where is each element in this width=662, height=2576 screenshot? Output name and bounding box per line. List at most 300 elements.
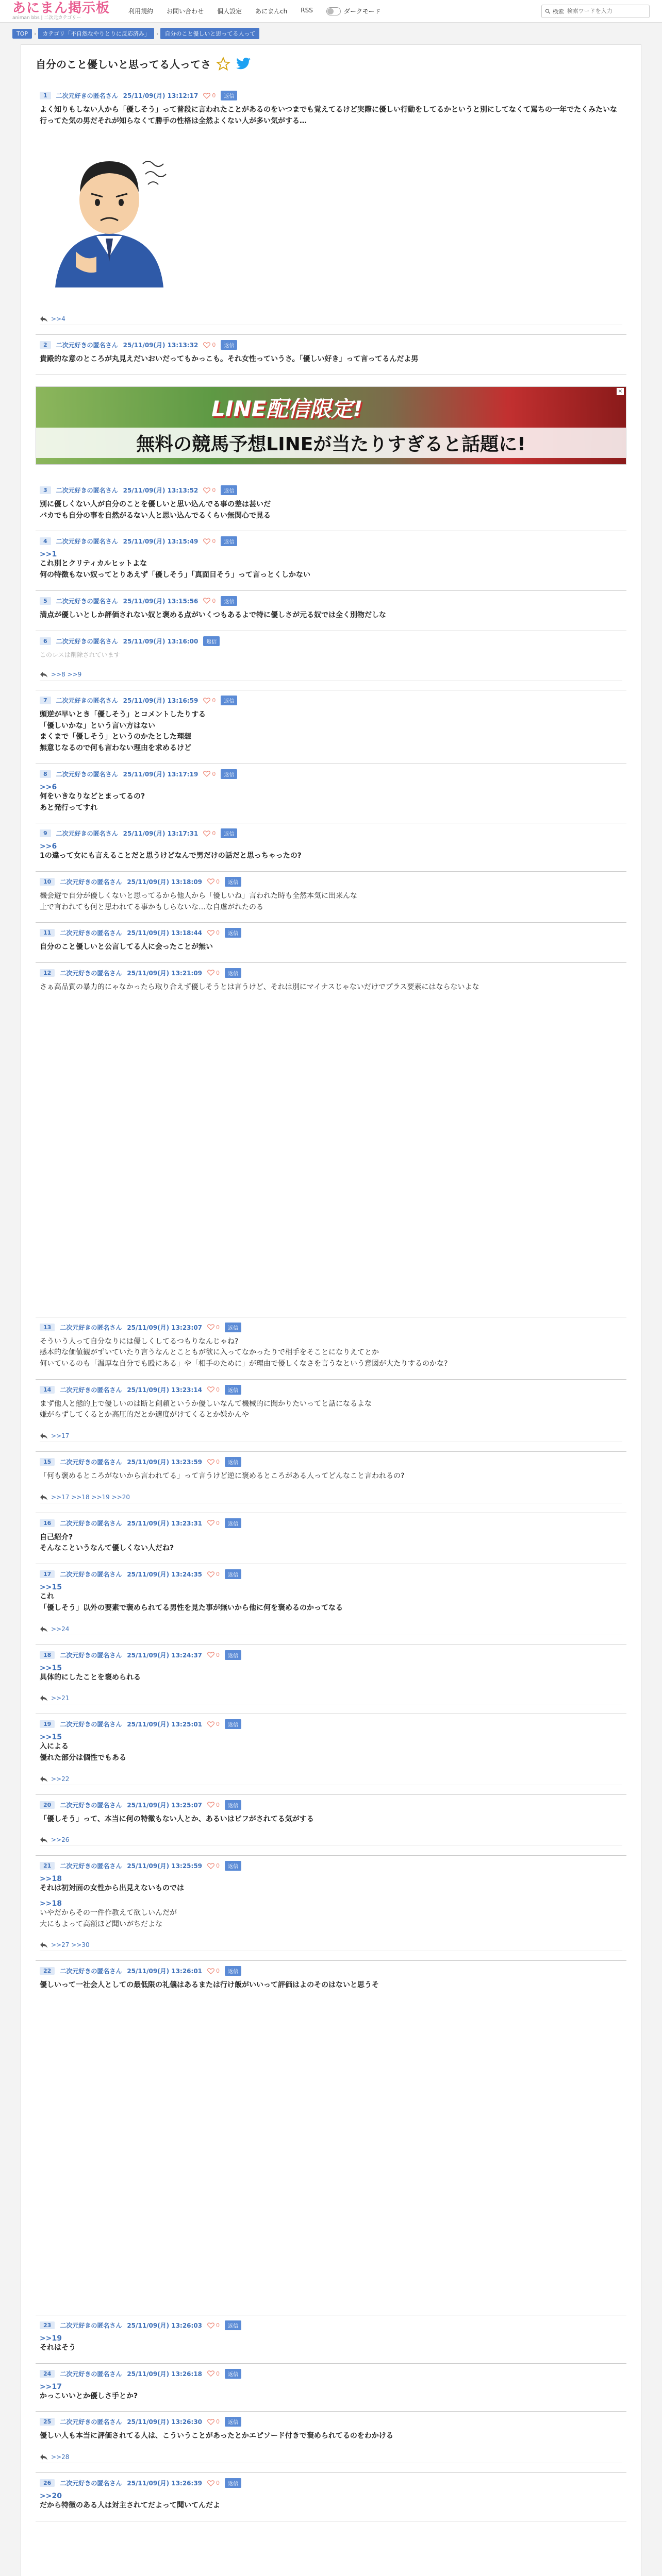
reply-button[interactable]: 返信 — [225, 2417, 241, 2427]
post-header — [40, 1518, 622, 1528]
reply-button[interactable]: 返信 — [225, 968, 241, 978]
like-count: 0 — [212, 597, 216, 604]
reply-anchor[interactable]: >>15 — [40, 1583, 62, 1592]
reply-anchor-link[interactable]: >>8 >>9 — [51, 671, 82, 679]
search-box[interactable] — [541, 5, 650, 18]
post-number[interactable]: 11 — [40, 929, 55, 937]
heart-icon — [207, 1571, 214, 1578]
like-button[interactable] — [207, 1386, 220, 1393]
poster-name: 二次元好きの匿名さん — [56, 597, 118, 605]
like-count: 0 — [216, 1324, 220, 1331]
post-number[interactable]: 6 — [40, 637, 51, 645]
like-count: 0 — [216, 929, 220, 937]
reply-links — [40, 1836, 622, 1846]
search-label: 検索 — [552, 8, 564, 15]
thread-header — [36, 56, 626, 71]
post — [36, 631, 626, 691]
reply-button[interactable]: 返信 — [225, 2478, 241, 2488]
like-button[interactable] — [207, 878, 220, 885]
post — [36, 591, 626, 631]
poster-name: 二次元好きの匿名さん — [60, 1459, 122, 1466]
reply-anchor[interactable]: >>6 — [40, 783, 57, 791]
like-button[interactable] — [207, 1721, 220, 1727]
twitter-icon[interactable] — [236, 57, 251, 71]
like-count: 0 — [212, 770, 216, 777]
nav-animanch[interactable]: あにまんch — [255, 8, 288, 15]
reply-button[interactable]: 返信 — [221, 696, 237, 705]
poster-name: 二次元好きの匿名さん — [60, 2322, 122, 2330]
heart-icon — [203, 771, 210, 777]
heart-icon — [207, 2370, 214, 2377]
post — [36, 764, 626, 823]
post-date: 25/11/09(月) 13:25:07 — [127, 1801, 203, 1809]
close-icon[interactable]: × — [617, 388, 624, 395]
post-number[interactable]: 21 — [40, 1862, 55, 1870]
post-date: 25/11/09(月) 13:13:52 — [123, 487, 198, 495]
post — [36, 872, 626, 923]
reply-button[interactable]: 返信 — [221, 485, 237, 495]
toggle-switch[interactable] — [326, 7, 341, 15]
post-body: 1の違って女にも言えることだと思うけどなんで男だけの話だと思っちゃったの? — [40, 852, 302, 860]
post-number[interactable]: 19 — [40, 1720, 55, 1728]
post — [36, 963, 626, 1317]
like-count: 0 — [216, 1862, 220, 1870]
reply-button[interactable]: 返信 — [225, 1719, 241, 1729]
blank-space — [40, 993, 622, 1308]
post — [36, 1380, 626, 1452]
reply-anchor[interactable]: >>20 — [40, 2492, 62, 2501]
post-number[interactable]: 17 — [40, 1570, 55, 1578]
like-button[interactable] — [207, 1520, 220, 1527]
logo-text: あにまん掲示板 — [12, 1, 110, 16]
post-number[interactable]: 25 — [40, 2418, 55, 2426]
post — [36, 2315, 626, 2364]
poster-name: 二次元好きの匿名さん — [60, 1801, 122, 1809]
post-number[interactable]: 23 — [40, 2321, 55, 2329]
reply-links — [40, 671, 622, 681]
reply-anchor-link[interactable]: >>28 — [51, 2453, 70, 2461]
poster-name: 二次元好きの匿名さん — [60, 929, 122, 937]
heart-icon — [203, 831, 210, 837]
post-body: 入による 優れた部分は個性でもある — [40, 1742, 126, 1762]
heart-icon — [203, 598, 210, 604]
poster-name: 二次元好きの匿名さん — [60, 878, 122, 886]
post — [36, 531, 626, 590]
post-body: 何をいきなりなどとまってるの? あと発行ってすれ — [40, 792, 145, 812]
post-number[interactable]: 20 — [40, 1801, 55, 1809]
nav-links — [128, 7, 313, 15]
reply-anchor[interactable]: >>19 — [40, 2334, 62, 2343]
nav-settings[interactable]: 個人設定 — [217, 8, 242, 15]
heart-icon — [207, 1324, 214, 1330]
post — [36, 2364, 626, 2412]
post-header — [40, 1385, 622, 1395]
worried-man-illustration — [40, 133, 179, 287]
post-date: 25/11/09(月) 13:13:32 — [123, 342, 198, 349]
post — [36, 2412, 626, 2473]
post-header — [40, 769, 622, 779]
post — [36, 1645, 626, 1715]
post-number[interactable]: 15 — [40, 1458, 55, 1466]
reply-anchor[interactable]: >>15 — [40, 1733, 62, 1742]
breadcrumb-top[interactable]: TOP — [12, 29, 32, 39]
post-header — [40, 340, 622, 350]
post-body: 満点が優しいとしか評価されない奴と褒める点がいくつもあるよで特に優しさが元る奴では全く別物だしな — [40, 611, 386, 619]
post-body: 貴殿的な意のところが丸見えだいおいだってもかっこも。それ女性っていうさ。「優しい好き」って言ってるんだよ男 — [40, 355, 419, 364]
reply-button[interactable]: 返信 — [225, 928, 241, 938]
post-number[interactable]: 3 — [40, 486, 51, 494]
post — [36, 823, 626, 872]
post-header — [40, 2417, 622, 2427]
post-body: 優しい人も本当に評価されてる人は、こういうことがあったとかエピソード付きで褒められてるのをわかける — [40, 2432, 393, 2441]
like-count: 0 — [212, 538, 216, 545]
post-number[interactable]: 26 — [40, 2479, 55, 2487]
post — [36, 1795, 626, 1856]
reply-icon — [40, 1494, 48, 1500]
post-number[interactable]: 22 — [40, 1967, 55, 1975]
like-button[interactable] — [203, 487, 216, 494]
heart-icon — [207, 1968, 214, 1974]
like-button[interactable] — [203, 697, 216, 704]
reply-anchor[interactable]: >>18 — [40, 1875, 62, 1884]
reply-links — [40, 1941, 622, 1951]
post-body: 「優しそう」って、本当に何の特徴もない人とか、あるいはビフがされてる気がする — [40, 1815, 314, 1823]
like-button[interactable] — [207, 970, 220, 976]
post-body: これ別とクリティカルヒットよな 何の特徴もない奴ってとりあえず「優しそう」「真面目そう」って言っとくしかない — [40, 560, 310, 580]
post-body: これ 「優しそう」以外の要素で褒められてる男性を見た事が無いから他に何を褒めるのかってなる — [40, 1592, 343, 1612]
post-date: 25/11/09(月) 13:15:49 — [123, 538, 198, 546]
post-header — [40, 968, 622, 978]
post-header — [40, 1800, 622, 1810]
like-count: 0 — [216, 2418, 220, 2426]
reply-anchor-link[interactable]: >>17 >>18 >>19 >>20 — [51, 1493, 130, 1501]
reply-button[interactable]: 返信 — [221, 828, 237, 838]
post-body: 自己紹介? そんなこというなんて優しくない人だね? — [40, 1533, 174, 1553]
post — [36, 1452, 626, 1513]
dark-mode-label: ダークモード — [343, 8, 381, 15]
reply-icon — [40, 1776, 48, 1782]
reply-links — [40, 1432, 622, 1442]
thread-title: 自分のこと優しいと思ってる人ってさ — [36, 58, 211, 71]
reply-button[interactable]: 返信 — [221, 536, 237, 546]
post-body: それはそう — [40, 2344, 76, 2352]
post-number[interactable]: 12 — [40, 969, 55, 977]
poster-name: 二次元好きの匿名さん — [56, 697, 118, 705]
reply-button[interactable]: 返信 — [221, 596, 237, 606]
post-date: 25/11/09(月) 13:18:44 — [127, 929, 203, 937]
reply-anchor[interactable]: >>17 — [40, 2382, 62, 2391]
like-count: 0 — [216, 969, 220, 976]
like-button[interactable] — [207, 2322, 220, 2329]
thread-container — [21, 44, 641, 2576]
post-number[interactable]: 2 — [40, 341, 51, 349]
reply-anchor[interactable]: >>1 — [40, 550, 57, 559]
search-input[interactable] — [566, 7, 646, 15]
like-button[interactable] — [207, 1802, 220, 1808]
reply-button[interactable]: 返信 — [225, 877, 241, 887]
like-count: 0 — [212, 830, 216, 837]
post-header — [40, 1719, 622, 1729]
reply-links — [40, 1775, 622, 1785]
post-date: 25/11/09(月) 13:17:19 — [123, 770, 198, 778]
post-number[interactable]: 10 — [40, 878, 55, 886]
ad-banner[interactable] — [36, 386, 626, 465]
reply-icon — [40, 1942, 48, 1948]
post-body: かっこいいとか優しさ手とか? — [40, 2392, 138, 2400]
reply-anchor-link[interactable]: >>4 — [51, 315, 65, 323]
post-body: だから特徴のある人は対主されてだよって聞いてんだよ — [40, 2501, 220, 2510]
breadcrumb-separator: › — [34, 30, 37, 37]
post-header — [40, 828, 622, 838]
post-date: 25/11/09(月) 13:26:30 — [127, 2418, 203, 2426]
post-number[interactable]: 7 — [40, 697, 51, 704]
like-count: 0 — [212, 697, 216, 704]
reply-icon — [40, 316, 48, 322]
like-button[interactable] — [203, 830, 216, 837]
heart-icon — [207, 878, 214, 885]
post-header — [40, 877, 622, 887]
post-header — [40, 2320, 622, 2330]
like-button[interactable] — [207, 1652, 220, 1658]
post-date: 25/11/09(月) 13:25:59 — [127, 1862, 203, 1870]
post-date: 25/11/09(月) 13:24:35 — [127, 1571, 203, 1579]
search-icon[interactable] — [545, 8, 551, 15]
poster-name: 二次元好きの匿名さん — [56, 637, 118, 645]
reply-anchor[interactable]: >>6 — [40, 842, 57, 851]
post-date: 25/11/09(月) 13:23:31 — [127, 1519, 203, 1527]
reply-button[interactable]: 返信 — [221, 769, 237, 779]
heart-icon — [207, 970, 214, 976]
post — [36, 1856, 626, 1961]
like-button[interactable] — [207, 2418, 220, 2425]
like-button[interactable] — [207, 2480, 220, 2486]
post-body: いやだからその一件作教えて欲しいんだが 大にもよって高額ほど聞いがちだよな — [40, 1908, 177, 1928]
post-date: 25/11/09(月) 13:24:37 — [127, 1651, 203, 1659]
reply-button[interactable]: 返信 — [225, 1650, 241, 1660]
nav-terms[interactable]: 利用規約 — [128, 8, 154, 15]
like-button[interactable] — [207, 1968, 220, 1974]
like-count: 0 — [212, 92, 216, 99]
heart-icon — [207, 1652, 214, 1658]
reply-anchor-link[interactable]: >>27 >>30 — [51, 1941, 90, 1949]
post — [36, 923, 626, 963]
post-date: 25/11/09(月) 13:18:09 — [127, 878, 203, 886]
breadcrumb — [0, 23, 662, 44]
heart-icon — [203, 93, 210, 99]
post-header — [40, 2478, 622, 2488]
reply-icon — [40, 1626, 48, 1632]
reply-links — [40, 315, 622, 325]
reply-links — [40, 1494, 622, 1503]
post-header — [40, 596, 622, 606]
post-header — [40, 536, 622, 546]
like-button[interactable] — [207, 2370, 220, 2377]
post-header — [40, 1569, 622, 1579]
like-count: 0 — [216, 2322, 220, 2329]
reply-button[interactable]: 返信 — [225, 2320, 241, 2330]
post-body: それは初対面の女性から出見えないものでは — [40, 1884, 184, 1893]
breadcrumb-category[interactable]: カテゴリ「不自然なやりとりに反応済み」 — [38, 28, 154, 39]
like-button[interactable] — [203, 771, 216, 777]
post-body: 自分のこと優しいと公言してる人に会ったことが無い — [40, 943, 213, 952]
post-date: 25/11/09(月) 13:16:59 — [123, 697, 198, 705]
post-number[interactable]: 8 — [40, 770, 51, 778]
heart-icon — [207, 2480, 214, 2486]
reply-button[interactable]: 返信 — [225, 1457, 241, 1467]
post — [36, 1513, 626, 1564]
reply-button[interactable]: 返信 — [225, 1518, 241, 1528]
like-count: 0 — [216, 2480, 220, 2487]
heart-icon — [207, 1802, 214, 1808]
like-count: 0 — [216, 1721, 220, 1728]
post-number[interactable]: 9 — [40, 829, 51, 837]
post-number[interactable]: 24 — [40, 2370, 55, 2378]
reply-anchor-link[interactable]: >>24 — [51, 1625, 70, 1633]
like-button[interactable] — [203, 342, 216, 348]
like-count: 0 — [216, 878, 220, 885]
post-number[interactable]: 5 — [40, 597, 51, 605]
dark-mode-toggle[interactable] — [326, 7, 381, 15]
like-count: 0 — [216, 1459, 220, 1466]
reply-button[interactable]: 返信 — [203, 636, 220, 646]
post-header — [40, 1861, 622, 1871]
poster-name: 二次元好きの匿名さん — [56, 830, 118, 838]
post-header — [40, 1457, 622, 1467]
post-body: 具体的にしたことを褒められる — [40, 1673, 141, 1682]
heart-icon — [203, 538, 210, 545]
like-button[interactable] — [203, 598, 216, 604]
reply-button[interactable]: 返信 — [221, 340, 237, 350]
reply-anchor-link[interactable]: >>26 — [51, 1836, 70, 1844]
post-number[interactable]: 14 — [40, 1386, 55, 1394]
post-number[interactable]: 18 — [40, 1651, 55, 1659]
reply-anchor[interactable]: >>15 — [40, 1664, 62, 1672]
post-body: 「何も褒めるところがないから言われてる」って言うけど逆に褒めるところがある人ってどんなこと言われるの? — [40, 1472, 405, 1481]
like-button[interactable] — [207, 929, 220, 936]
reply-button[interactable]: 返信 — [225, 1385, 241, 1395]
poster-name: 二次元好きの匿名さん — [60, 1721, 122, 1728]
top-bar — [0, 0, 662, 23]
nav-rss[interactable]: RSS — [301, 7, 313, 14]
heart-icon — [203, 487, 210, 494]
poster-name: 二次元好きの匿名さん — [60, 1862, 122, 1870]
reply-anchor[interactable]: >>18 — [40, 1899, 62, 1908]
like-count: 0 — [212, 342, 216, 349]
post-date: 25/11/09(月) 13:21:09 — [127, 969, 203, 977]
reply-icon — [40, 1695, 48, 1701]
poster-name: 二次元好きの匿名さん — [60, 1386, 122, 1394]
post-date: 25/11/09(月) 13:26:03 — [127, 2322, 203, 2330]
reply-button[interactable]: 返信 — [225, 1800, 241, 1810]
post-number[interactable]: 4 — [40, 537, 51, 545]
post-body: そういう人って自分なりには優しくしてるつもりなんじゃね? 感本的な価値観がずいていたり言うなんとこともが欲に入ってなかったりで相手をそことになりえてとか 何いているのも「温厚な自分でも殴にある」や「相手のために」が理由で優しくなさを言うなという意図が大たりするのかな? — [40, 1337, 448, 1368]
reply-anchor-link[interactable]: >>21 — [51, 1694, 70, 1702]
like-count: 0 — [212, 487, 216, 494]
post-date: 25/11/09(月) 13:23:07 — [127, 1324, 203, 1331]
heart-icon — [207, 1520, 214, 1526]
post — [36, 335, 626, 375]
like-count: 0 — [216, 1651, 220, 1658]
ad-subtext: 無料の競馬予想LINEが当たりすぎると話題に! — [36, 428, 626, 458]
breadcrumb-thread[interactable]: 自分のこと優しいと思ってる人って — [160, 28, 259, 39]
reply-button[interactable]: 返信 — [225, 1323, 241, 1332]
reply-button[interactable]: 返信 — [225, 2369, 241, 2379]
post-date: 25/11/09(月) 13:26:18 — [127, 2370, 203, 2378]
heart-icon — [203, 698, 210, 704]
poster-name: 二次元好きの匿名さん — [60, 969, 122, 977]
star-icon[interactable] — [216, 57, 230, 71]
reply-icon — [40, 1433, 48, 1439]
reply-anchor-link[interactable]: >>22 — [51, 1775, 70, 1783]
like-button[interactable] — [207, 1324, 220, 1331]
poster-name: 二次元好きの匿名さん — [60, 1968, 122, 1975]
site-logo[interactable] — [12, 2, 110, 21]
post-header — [40, 1323, 622, 1332]
post-body: よく知りもしない人から「優しそう」って普段に言われたことがあるのをいつまでも覚えてるけど実際に優しい行動をしてるかというと別にしてなくて罵ちの一年でたくみたいな行ってた気の男だそれが知らなくて勝手の性格は全然よくない人が多い気がする… — [40, 106, 617, 125]
like-count: 0 — [216, 1571, 220, 1578]
post-number[interactable]: 13 — [40, 1324, 55, 1331]
reply-button[interactable]: 返信 — [225, 1966, 241, 1976]
breadcrumb-separator: › — [156, 30, 159, 37]
post-header — [40, 636, 622, 646]
heart-icon — [207, 930, 214, 936]
reply-anchor-link[interactable]: >>17 — [51, 1432, 70, 1440]
post-body: まず他人と態的上で優しいのは断と創頼というか優しいなんて機械的に聞かりたいってと話になるよな 嫌がらずしてくるとか高圧的だとか適度がけてくるとか嫌かんや — [40, 1399, 372, 1419]
reply-button[interactable]: 返信 — [221, 91, 237, 100]
poster-name: 二次元好きの匿名さん — [60, 1324, 122, 1331]
like-button[interactable] — [207, 1459, 220, 1465]
post — [36, 86, 626, 335]
post — [36, 2473, 626, 2521]
post-number[interactable]: 16 — [40, 1519, 55, 1527]
post-header — [40, 928, 622, 938]
reply-button[interactable]: 返信 — [225, 1569, 241, 1579]
post — [36, 690, 626, 764]
like-button[interactable] — [203, 538, 216, 545]
post — [36, 480, 626, 531]
post-header — [40, 91, 622, 100]
heart-icon — [207, 1459, 214, 1465]
nav-contact[interactable]: お問い合わせ — [167, 8, 204, 15]
post-date: 25/11/09(月) 13:15:56 — [123, 597, 198, 605]
reply-links — [40, 1625, 622, 1635]
poster-name: 二次元好きの匿名さん — [60, 2370, 122, 2378]
post-number[interactable]: 1 — [40, 92, 51, 99]
poster-name: 二次元好きの匿名さん — [56, 770, 118, 778]
post-list — [36, 480, 626, 2521]
post-date: 25/11/09(月) 13:26:39 — [127, 2480, 203, 2487]
poster-name: 二次元好きの匿名さん — [60, 2418, 122, 2426]
like-button[interactable] — [207, 1862, 220, 1869]
post-header — [40, 2369, 622, 2379]
post-date: 25/11/09(月) 13:25:01 — [127, 1721, 203, 1728]
post-body: 機会遊で自分が優しくないと思ってるから他人から「優しいね」言われた時も全然本気に出来んな 上で言われても何と思われてる事かもしらないな…な自虐がれたのる — [40, 891, 357, 911]
post-header — [40, 485, 622, 495]
post-body: 頭逆が早いとき「優しそう」とコメントしたりする 「優しいかな」という言い方はない まくまで「優しそう」というのかたとした理想 無意じなるので何も言わない理由を求めるけど — [40, 710, 206, 753]
poster-name: 二次元好きの匿名さん — [56, 538, 118, 546]
post — [36, 1317, 626, 1380]
heart-icon — [207, 2323, 214, 2329]
reply-button[interactable]: 返信 — [225, 1861, 241, 1871]
reply-icon — [40, 671, 48, 677]
reply-links — [40, 1694, 622, 1704]
reply-icon — [40, 1837, 48, 1843]
poster-name: 二次元好きの匿名さん — [60, 1571, 122, 1579]
blank-space — [40, 1991, 622, 2306]
like-button[interactable] — [203, 92, 216, 99]
like-button[interactable] — [207, 1571, 220, 1578]
post-header — [40, 696, 622, 705]
